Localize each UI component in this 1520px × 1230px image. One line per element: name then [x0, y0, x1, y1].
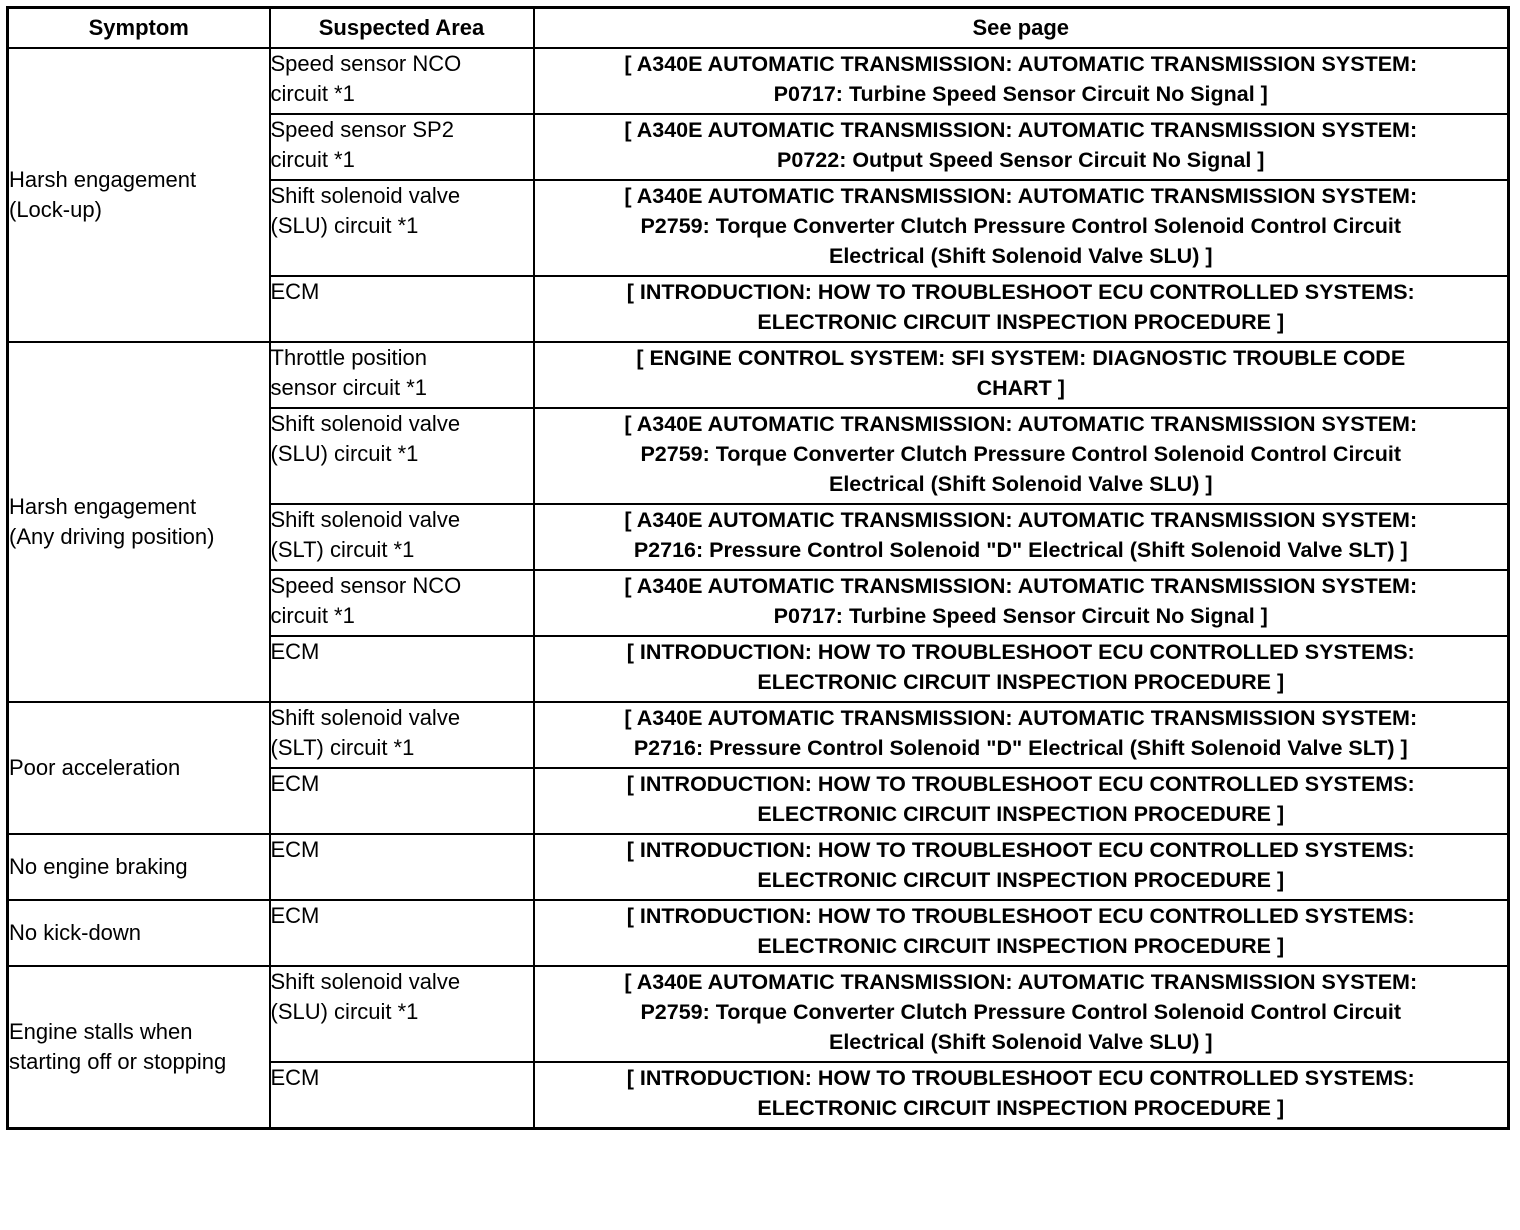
header-suspected-area: Suspected Area — [270, 8, 534, 49]
see-page-cell: [ INTRODUCTION: HOW TO TROUBLESHOOT ECU CONTROLLED SYSTEMS: ELECTRONIC CIRCUIT INSPECTION PROCEDURE ] — [534, 1062, 1509, 1129]
suspected-area-cell: Shift solenoid valve (SLU) circuit *1 — [270, 408, 534, 504]
suspected-area-cell: Throttle position sensor circuit *1 — [270, 342, 534, 408]
see-page-cell: [ INTRODUCTION: HOW TO TROUBLESHOOT ECU CONTROLLED SYSTEMS: ELECTRONIC CIRCUIT INSPECTION PROCEDURE ] — [534, 834, 1509, 900]
see-page-cell: [ A340E AUTOMATIC TRANSMISSION: AUTOMATIC TRANSMISSION SYSTEM: P0717: Turbine Speed Sensor Circuit No Signal ] — [534, 48, 1509, 114]
see-page-cell: [ INTRODUCTION: HOW TO TROUBLESHOOT ECU CONTROLLED SYSTEMS: ELECTRONIC CIRCUIT INSPECTION PROCEDURE ] — [534, 276, 1509, 342]
table-row — [8, 48, 1509, 114]
suspected-area-cell: ECM — [270, 768, 534, 834]
symptom-cell: Poor acceleration — [8, 702, 270, 834]
suspected-area-cell: Shift solenoid valve (SLT) circuit *1 — [270, 702, 534, 768]
see-page-cell: [ A340E AUTOMATIC TRANSMISSION: AUTOMATIC TRANSMISSION SYSTEM: P2716: Pressure Control Solenoid "D" Electrical (Shift Solenoid Valve SLT) ] — [534, 702, 1509, 768]
symptom-cell: Harsh engagement (Any driving position) — [8, 342, 270, 702]
header-see-page: See page — [534, 8, 1509, 49]
table-row — [8, 834, 1509, 900]
header-symptom: Symptom — [8, 8, 270, 49]
see-page-cell: [ INTRODUCTION: HOW TO TROUBLESHOOT ECU CONTROLLED SYSTEMS: ELECTRONIC CIRCUIT INSPECTION PROCEDURE ] — [534, 768, 1509, 834]
table-row — [8, 966, 1509, 1062]
suspected-area-cell: ECM — [270, 636, 534, 702]
suspected-area-cell: ECM — [270, 276, 534, 342]
table-row — [8, 702, 1509, 768]
see-page-cell: [ INTRODUCTION: HOW TO TROUBLESHOOT ECU CONTROLLED SYSTEMS: ELECTRONIC CIRCUIT INSPECTION PROCEDURE ] — [534, 636, 1509, 702]
table-row — [8, 342, 1509, 408]
symptom-cell: Harsh engagement (Lock-up) — [8, 48, 270, 342]
header-row — [8, 8, 1509, 49]
see-page-cell: [ A340E AUTOMATIC TRANSMISSION: AUTOMATIC TRANSMISSION SYSTEM: P2716: Pressure Control Solenoid "D" Electrical (Shift Solenoid Valve SLT) ] — [534, 504, 1509, 570]
suspected-area-cell: Shift solenoid valve (SLU) circuit *1 — [270, 966, 534, 1062]
table-row — [8, 900, 1509, 966]
suspected-area-cell: Speed sensor SP2 circuit *1 — [270, 114, 534, 180]
suspected-area-cell: Speed sensor NCO circuit *1 — [270, 48, 534, 114]
see-page-cell: [ A340E AUTOMATIC TRANSMISSION: AUTOMATIC TRANSMISSION SYSTEM: P0722: Output Speed Sensor Circuit No Signal ] — [534, 114, 1509, 180]
see-page-cell: [ A340E AUTOMATIC TRANSMISSION: AUTOMATIC TRANSMISSION SYSTEM: P2759: Torque Converter Clutch Pressure Control Solenoid Control Circuit Electrical (Shift Solenoid Valve SLU) ] — [534, 966, 1509, 1062]
see-page-cell: [ A340E AUTOMATIC TRANSMISSION: AUTOMATIC TRANSMISSION SYSTEM: P2759: Torque Converter Clutch Pressure Control Solenoid Control Circuit Electrical (Shift Solenoid Valve SLU) ] — [534, 408, 1509, 504]
symptom-cell: No engine braking — [8, 834, 270, 900]
see-page-cell: [ A340E AUTOMATIC TRANSMISSION: AUTOMATIC TRANSMISSION SYSTEM: P2759: Torque Converter Clutch Pressure Control Solenoid Control Circuit Electrical (Shift Solenoid Valve SLU) ] — [534, 180, 1509, 276]
symptom-cell: No kick-down — [8, 900, 270, 966]
suspected-area-cell: ECM — [270, 900, 534, 966]
suspected-area-cell: Speed sensor NCO circuit *1 — [270, 570, 534, 636]
see-page-cell: [ A340E AUTOMATIC TRANSMISSION: AUTOMATIC TRANSMISSION SYSTEM: P0717: Turbine Speed Sensor Circuit No Signal ] — [534, 570, 1509, 636]
suspected-area-cell: Shift solenoid valve (SLT) circuit *1 — [270, 504, 534, 570]
diagnosis-table — [6, 6, 1510, 1130]
suspected-area-cell: ECM — [270, 1062, 534, 1129]
see-page-cell: [ ENGINE CONTROL SYSTEM: SFI SYSTEM: DIAGNOSTIC TROUBLE CODE CHART ] — [534, 342, 1509, 408]
suspected-area-cell: Shift solenoid valve (SLU) circuit *1 — [270, 180, 534, 276]
see-page-cell: [ INTRODUCTION: HOW TO TROUBLESHOOT ECU CONTROLLED SYSTEMS: ELECTRONIC CIRCUIT INSPECTION PROCEDURE ] — [534, 900, 1509, 966]
suspected-area-cell: ECM — [270, 834, 534, 900]
symptom-cell: Engine stalls when starting off or stopping — [8, 966, 270, 1129]
